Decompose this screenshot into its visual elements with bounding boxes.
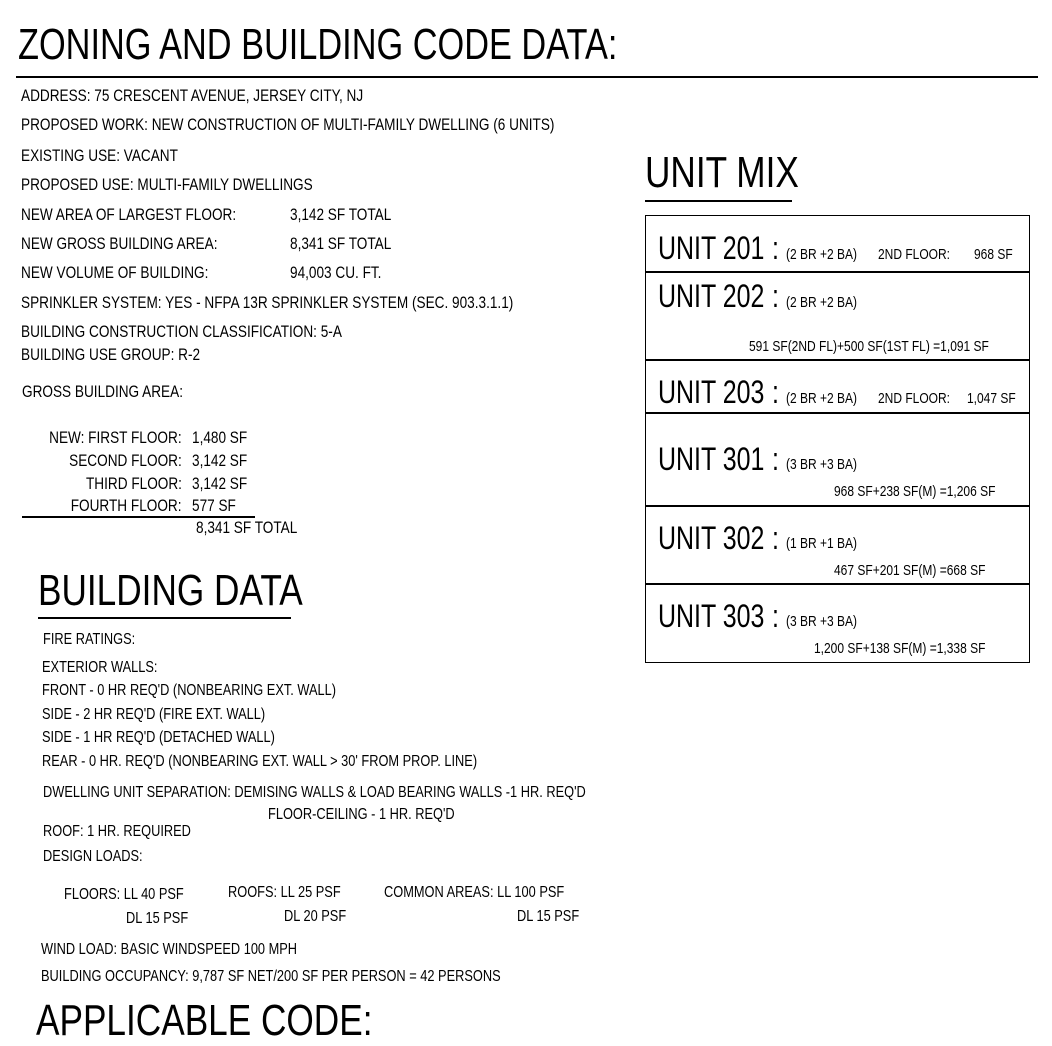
floors-total: 8,341 SF TOTAL	[196, 518, 298, 537]
unit-type: (3 BR +3 BA)	[786, 456, 858, 473]
unit-type: (2 BR +2 BA)	[786, 390, 858, 407]
proposed-work-line: PROPOSED WORK: NEW CONSTRUCTION OF MULTI-FAMILY DWELLING (6 UNITS)	[21, 115, 555, 134]
unit-divider	[646, 359, 1029, 361]
page-title: ZONING AND BUILDING CODE DATA:	[18, 20, 618, 69]
building-data-heading: BUILDING DATA	[38, 566, 303, 615]
unit-area: 1,047 SF	[967, 390, 1016, 407]
unit-type: (1 BR +1 BA)	[786, 535, 858, 552]
floor-row-value: 3,142 SF	[192, 474, 248, 493]
volume-value: 94,003 CU. FT.	[290, 263, 382, 282]
sprinkler-line: SPRINKLER SYSTEM: YES - NFPA 13R SPRINKLER SYSTEM (SEC. 903.3.1.1)	[21, 293, 514, 312]
unit-name: UNIT 301	[658, 441, 765, 477]
floor-row-value: 577 SF	[192, 496, 236, 515]
unit-type: (2 BR +2 BA)	[786, 294, 858, 311]
floors-ll: FLOORS: LL 40 PSF	[64, 886, 184, 903]
side-wall-line: SIDE - 2 HR REQ'D (FIRE EXT. WALL)	[42, 706, 266, 723]
unit-colon: :	[772, 520, 779, 556]
construction-class-line: BUILDING CONSTRUCTION CLASSIFICATION: 5-A	[21, 322, 342, 341]
unit-divider	[646, 412, 1029, 414]
side-wall-line: SIDE - 1 HR REQ'D (DETACHED WALL)	[42, 729, 275, 746]
unit-name: UNIT 203	[658, 374, 765, 410]
largest-floor-label: NEW AREA OF LARGEST FLOOR:	[21, 205, 237, 224]
floor-row-label: FOURTH FLOOR:	[71, 496, 182, 515]
unit-colon: :	[772, 441, 779, 477]
unit-divider	[646, 505, 1029, 507]
existing-use-line: EXISTING USE: VACANT	[21, 146, 178, 165]
unit-colon: :	[772, 230, 779, 266]
unit-floor: 2ND FLOOR:	[878, 390, 951, 407]
unit-divider	[646, 583, 1029, 585]
rear-wall-line: REAR - 0 HR. REQ'D (NONBEARING EXT. WALL > 30' FROM PROP. LINE)	[42, 753, 478, 770]
largest-floor-value: 3,142 SF TOTAL	[290, 205, 392, 224]
volume-label: NEW VOLUME OF BUILDING:	[21, 263, 209, 282]
proposed-use-line: PROPOSED USE: MULTI-FAMILY DWELLINGS	[21, 175, 313, 194]
gross-area-heading: GROSS BUILDING AREA:	[22, 382, 183, 401]
unit-type: (3 BR +3 BA)	[786, 613, 858, 630]
floors-dl: DL 15 PSF	[126, 910, 189, 927]
common-ll: COMMON AREAS: LL 100 PSF	[384, 884, 565, 901]
address-line: ADDRESS: 75 CRESCENT AVENUE, JERSEY CITY, NJ	[21, 86, 364, 105]
unit-area: 591 SF(2ND FL)+500 SF(1ST FL) =1,091 SF	[749, 338, 989, 355]
unit-mix-table	[645, 215, 1030, 663]
building-data-underline	[38, 617, 291, 619]
roof-line: ROOF: 1 HR. REQUIRED	[43, 823, 191, 840]
roofs-dl: DL 20 PSF	[284, 908, 347, 925]
use-group-line: BUILDING USE GROUP: R-2	[21, 345, 201, 364]
applicable-code-heading: APPLICABLE CODE:	[36, 996, 373, 1045]
unit-type: (2 BR +2 BA)	[786, 246, 858, 263]
occupancy-line: BUILDING OCCUPANCY: 9,787 SF NET/200 SF PER PERSON = 42 PERSONS	[41, 968, 501, 985]
unit-area: 467 SF+201 SF(M) =668 SF	[834, 562, 986, 579]
floor-row-label: SECOND FLOOR:	[69, 451, 182, 470]
title-divider	[16, 76, 1038, 78]
exterior-walls-line: EXTERIOR WALLS:	[42, 659, 158, 676]
front-wall-line: FRONT - 0 HR REQ'D (NONBEARING EXT. WALL)	[42, 682, 337, 699]
unit-name: UNIT 201	[658, 230, 765, 266]
unit-name: UNIT 202	[658, 278, 765, 314]
gross-area-label: NEW GROSS BUILDING AREA:	[21, 234, 218, 253]
unit-divider	[646, 271, 1029, 273]
unit-mix-underline	[645, 200, 792, 202]
unit-colon: :	[772, 374, 779, 410]
unit-colon: :	[772, 278, 779, 314]
roofs-ll: ROOFS: LL 25 PSF	[228, 884, 341, 901]
fire-ratings-line: FIRE RATINGS:	[43, 631, 136, 648]
floor-row-label: NEW: FIRST FLOOR:	[49, 428, 182, 447]
gross-area-value: 8,341 SF TOTAL	[290, 234, 392, 253]
unit-colon: :	[772, 598, 779, 634]
unit-area: 968 SF	[974, 246, 1013, 263]
unit-area: 1,200 SF+138 SF(M) =1,338 SF	[814, 640, 986, 657]
floor-ceiling-line: FLOOR-CEILING - 1 HR. REQ'D	[268, 806, 455, 823]
floor-row-value: 3,142 SF	[192, 451, 248, 470]
unit-mix-heading: UNIT MIX	[645, 148, 799, 197]
floor-row-label: THIRD FLOOR:	[86, 474, 182, 493]
common-dl: DL 15 PSF	[517, 908, 580, 925]
separation-line: DWELLING UNIT SEPARATION: DEMISING WALLS & LOAD BEARING WALLS -1 HR. REQ'D	[43, 784, 586, 801]
wind-load-line: WIND LOAD: BASIC WINDSPEED 100 MPH	[41, 941, 298, 958]
unit-name: UNIT 303	[658, 598, 765, 634]
unit-name: UNIT 302	[658, 520, 765, 556]
floor-row-value: 1,480 SF	[192, 428, 248, 447]
unit-floor: 2ND FLOOR:	[878, 246, 951, 263]
unit-area: 968 SF+238 SF(M) =1,206 SF	[834, 483, 996, 500]
design-loads-line: DESIGN LOADS:	[43, 848, 143, 865]
